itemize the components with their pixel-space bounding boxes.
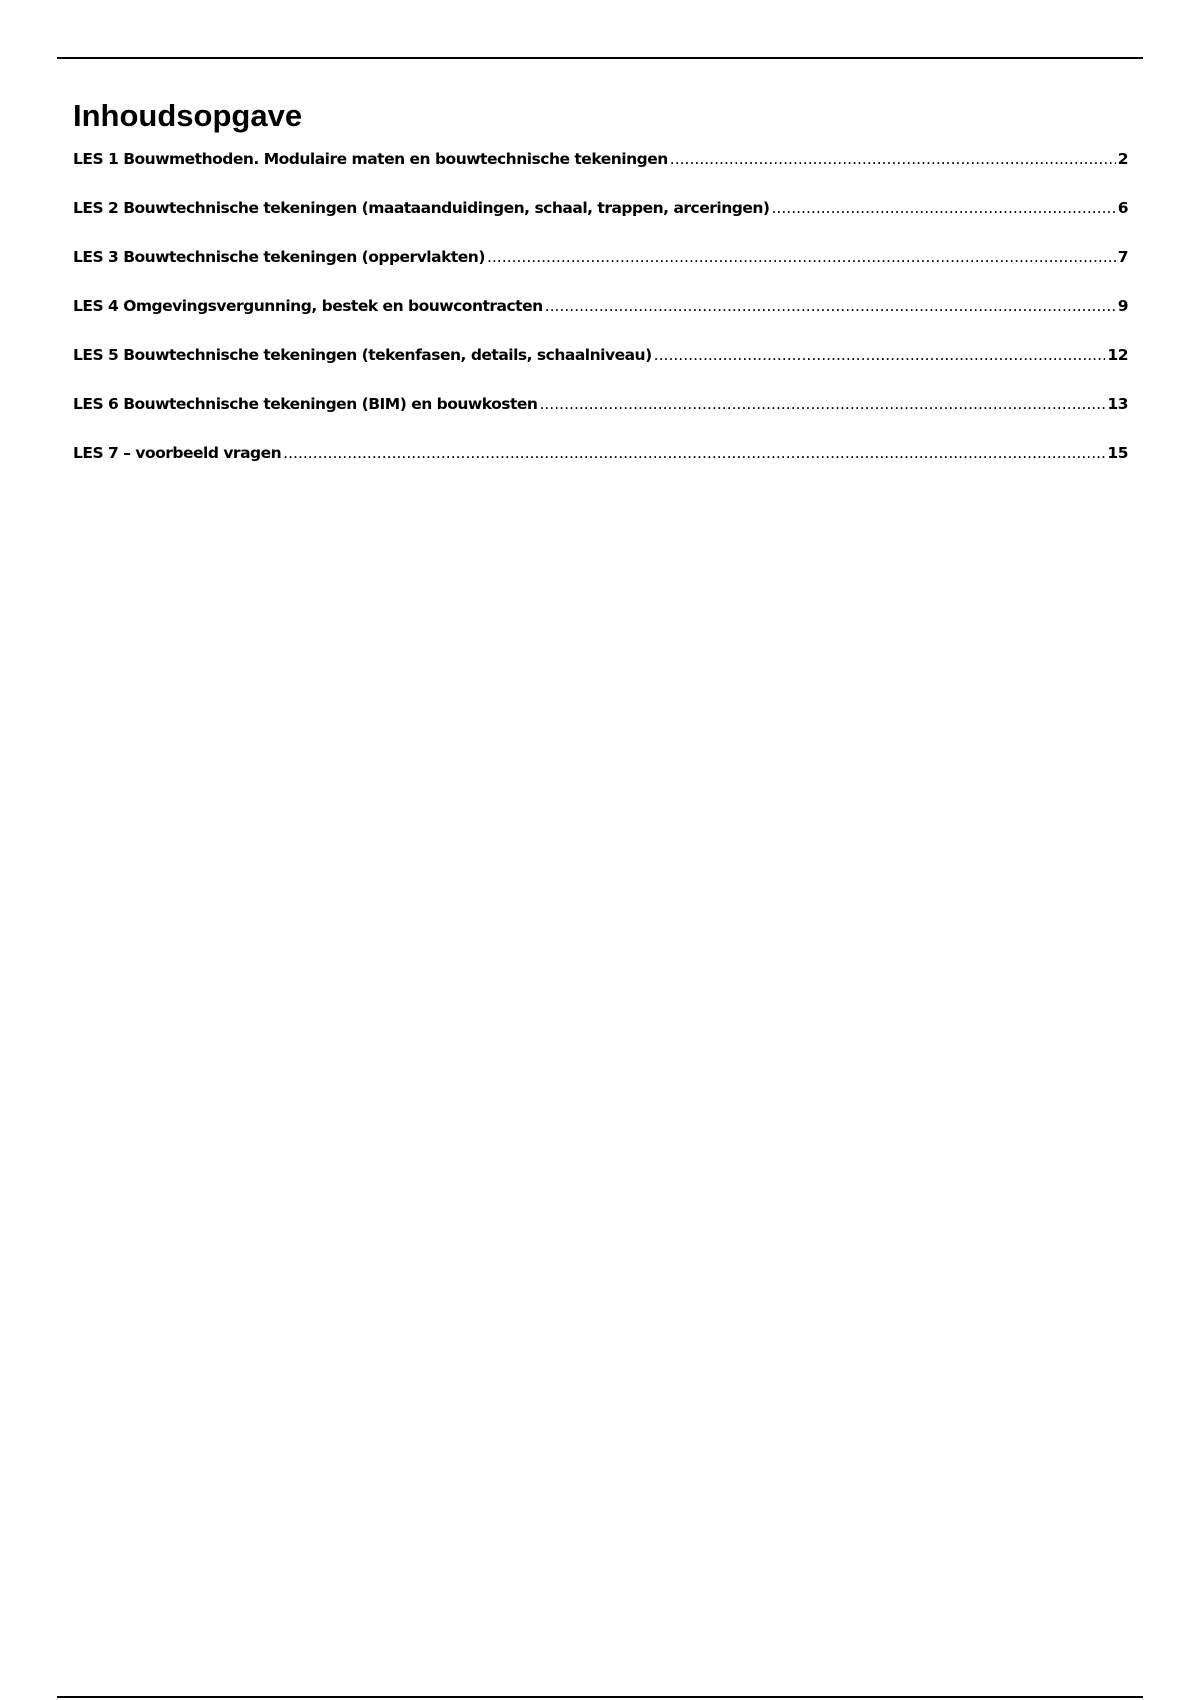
dot-leader [545,297,1116,315]
dot-leader [654,346,1106,364]
dot-leader [771,199,1115,217]
toc-entry-label: LES 1 Bouwmethoden. Modulaire maten en bouwtechnische tekeningen [73,150,668,168]
dot-leader [487,248,1116,266]
toc-entry-page: 13 [1107,395,1128,413]
toc-entry-page: 9 [1117,297,1128,315]
toc-entry-label: LES 4 Omgevingsvergunning, bestek en bouwcontracten [73,297,543,315]
toc-entry-les-5[interactable] [73,346,1128,395]
toc-entry-label: LES 6 Bouwtechnische tekeningen (BIM) en bouwkosten [73,395,538,413]
toc-entry-page: 2 [1117,150,1128,168]
toc-entry-les-4[interactable] [73,297,1128,346]
dot-leader [670,150,1116,168]
toc-entry-page: 7 [1117,248,1128,266]
toc-entry-label: LES 7 – voorbeeld vragen [73,444,282,462]
toc-entry-les-7[interactable] [73,444,1128,493]
dot-leader [539,395,1105,413]
toc-entry-label: LES 3 Bouwtechnische tekeningen (oppervlakten) [73,248,485,266]
toc-entry-label: LES 5 Bouwtechnische tekeningen (tekenfasen, details, schaalniveau) [73,346,652,364]
toc-entry-page: 15 [1107,444,1128,462]
toc-entry-page: 12 [1107,346,1128,364]
footer-rule [57,1696,1143,1698]
toc-entry-les-3[interactable] [73,248,1128,297]
table-of-contents [73,96,1128,493]
toc-list [73,150,1128,493]
toc-entry-label: LES 2 Bouwtechnische tekeningen (maataanduidingen, schaal, trappen, arceringen) [73,199,770,217]
toc-entry-les-1[interactable] [73,150,1128,199]
toc-title: Inhoudsopgave [73,98,303,133]
toc-entry-les-6[interactable] [73,395,1128,444]
header-rule [57,57,1143,59]
dot-leader [283,444,1105,462]
toc-entry-page: 6 [1117,199,1128,217]
toc-entry-les-2[interactable] [73,199,1128,248]
